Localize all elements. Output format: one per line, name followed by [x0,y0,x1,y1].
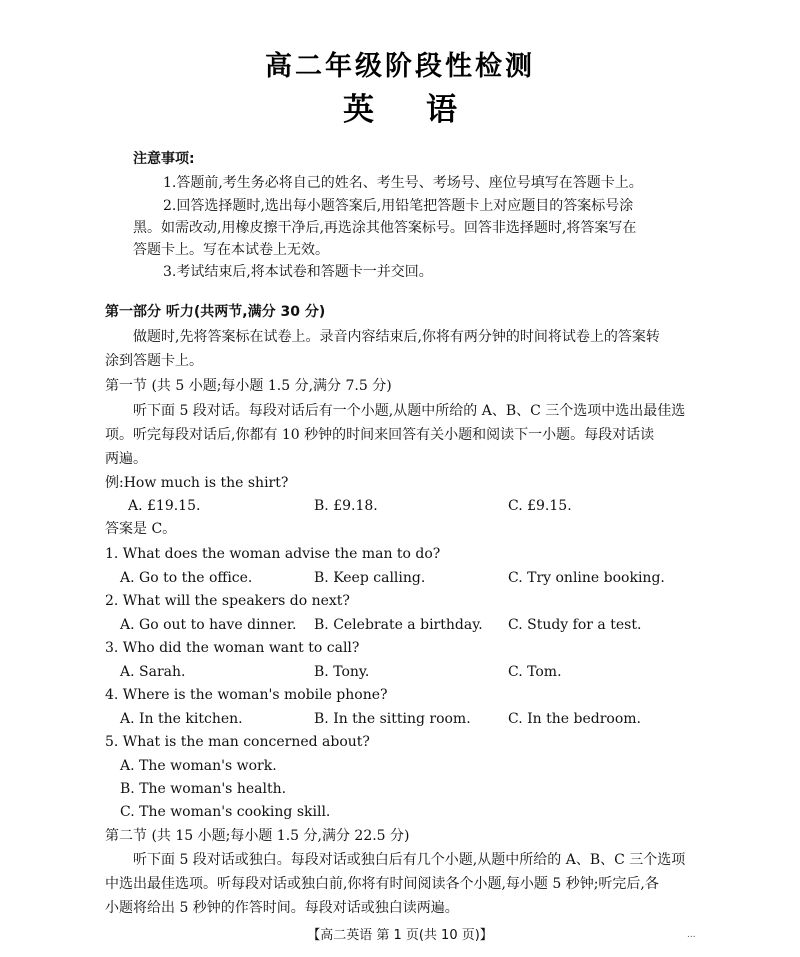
corner-mark: ... [687,930,696,940]
part1-heading: 第一部分 听力(共两节,满分 30 分) [105,304,326,320]
question-4-option-b: B. In the sitting room. [314,711,471,727]
question-4-option-c: C. In the bedroom. [508,711,641,727]
section2-intro-line-2: 中选出最佳选项。听每段对话或独白前,你将有时间阅读各个小题,每小题 5 秒钟;听完后,各 [105,876,659,892]
exam-title: 高二年级阶段性检测 [265,51,535,82]
section1-intro-line-2: 项。听完每段对话后,你都有 10 秒钟的时间来回答有关小题和阅读下一小题。每段对话读 [105,427,655,443]
section1-heading: 第一节 (共 5 小题;每小题 1.5 分,满分 7.5 分) [105,378,392,394]
example-answer: 答案是 C。 [105,521,177,537]
question-1-option-b: B. Keep calling. [314,570,426,586]
notice-item-2-line-3: 答题卡上。写在本试卷上无效。 [133,242,329,258]
notice-item-2-line-1: 2.回答选择题时,选出每小题答案后,用铅笔把答题卡上对应题目的答案标号涂 [163,198,634,214]
question-2-option-b: B. Celebrate a birthday. [314,617,483,633]
example-option-b: B. £9.18. [314,498,378,514]
question-5-option-b: B. The woman's health. [120,781,287,797]
question-1: 1. What does the woman advise the man to do? [105,546,441,562]
question-2: 2. What will the speakers do next? [105,593,350,609]
part1-intro-line-1: 做题时,先将答案标在试卷上。录音内容结束后,你将有两分钟的时间将试卷上的答案转 [133,329,660,345]
question-3-option-a: A. Sarah. [120,664,186,680]
page-footer: 【高二英语 第 1 页(共 10 页)】 [307,928,493,943]
section2-heading: 第二节 (共 15 小题;每小题 1.5 分,满分 22.5 分) [105,828,410,844]
question-5: 5. What is the man concerned about? [105,734,370,750]
question-2-option-c: C. Study for a test. [508,617,642,633]
example-option-c: C. £9.15. [508,498,572,514]
notice-item-1: 1.答题前,考生务必将自己的姓名、考生号、考场号、座位号填写在答题卡上。 [163,175,643,191]
section1-intro-line-1: 听下面 5 段对话。每段对话后有一个小题,从题中所给的 A、B、C 三个选项中选出最佳选 [133,403,686,419]
example-option-a: A. £19.15. [128,498,201,514]
question-3-option-c: C. Tom. [508,664,562,680]
part1-intro-line-2: 涂到答题卡上。 [105,353,203,369]
question-5-option-a: A. The woman's work. [120,758,277,774]
question-3-option-b: B. Tony. [314,664,370,680]
question-1-option-c: C. Try online booking. [508,570,665,586]
notice-item-2-line-2: 黑。如需改动,用橡皮擦干净后,再选涂其他答案标号。回答非选择题时,将答案写在 [133,220,637,236]
section2-intro-line-1: 听下面 5 段对话或独白。每段对话或独白后有几个小题,从题中所给的 A、B、C 三个选项 [133,852,686,868]
question-1-option-a: A. Go to the office. [120,570,253,586]
question-4: 4. Where is the woman's mobile phone? [105,687,388,703]
question-5-option-c: C. The woman's cooking skill. [120,804,331,820]
section2-intro-line-3: 小题将给出 5 秒钟的作答时间。每段对话或独白读两遍。 [105,900,459,916]
section1-intro-line-3: 两遍。 [105,451,147,467]
subject-title: 英语 [343,92,509,128]
question-3: 3. Who did the woman want to call? [105,640,360,656]
notice-item-3: 3.考试结束后,将本试卷和答题卡一并交回。 [163,264,433,280]
question-2-option-a: A. Go out to have dinner. [120,617,297,633]
notice-heading: 注意事项: [133,151,195,167]
example-question: 例:How much is the shirt? [105,475,289,491]
question-4-option-a: A. In the kitchen. [120,711,243,727]
